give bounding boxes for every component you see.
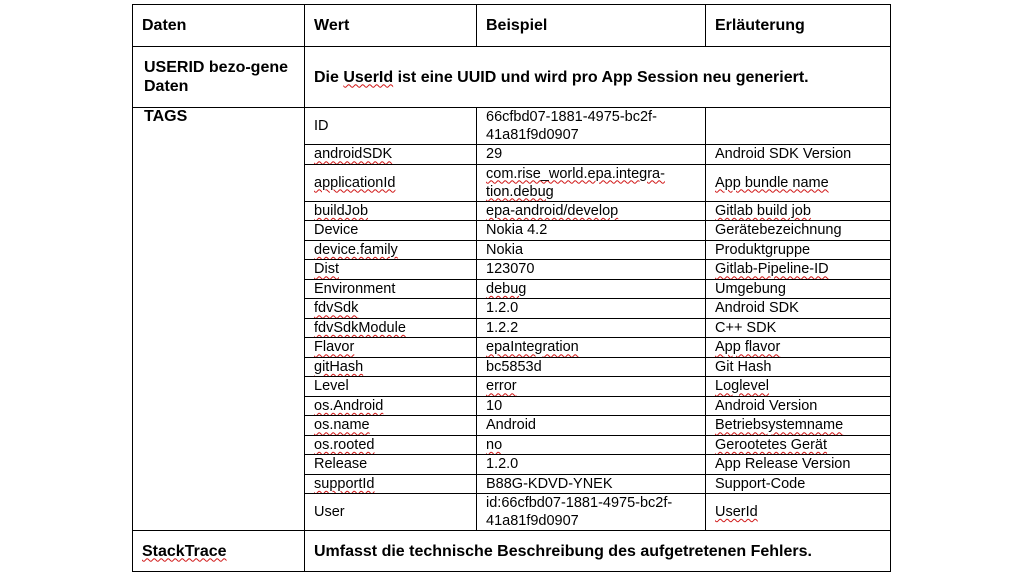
tag-erlaeuterung-cell: UserId xyxy=(706,494,891,531)
tag-erlaeuterung-cell: Gitlab-Pipeline-ID xyxy=(706,260,891,280)
tag-wert-cell: Level xyxy=(305,377,477,397)
stacktrace-description: Umfasst die technische Beschreibung des aufgetretenen Fehlers. xyxy=(305,531,891,572)
tag-erlaeuterung-cell: Gerootetes Gerät xyxy=(706,435,891,455)
tag-beispiel-cell: 123070 xyxy=(477,260,706,280)
stacktrace-row xyxy=(133,531,891,572)
tag-erlaeuterung-cell: Android SDK xyxy=(706,299,891,319)
tag-beispiel-cell: no xyxy=(477,435,706,455)
tag-wert-cell: Flavor xyxy=(305,338,477,358)
tag-beispiel-cell: epa-android/develop xyxy=(477,201,706,221)
tag-beispiel-cell: epaIntegration xyxy=(477,338,706,358)
tag-beispiel-cell: error xyxy=(477,377,706,397)
tags-label: TAGS xyxy=(133,108,305,531)
tag-wert-cell: ID xyxy=(305,108,477,145)
tag-erlaeuterung-cell: Gitlab build job xyxy=(706,201,891,221)
tag-beispiel-cell: 1.2.2 xyxy=(477,318,706,338)
tag-wert-cell: applicationId xyxy=(305,164,477,201)
tag-wert-cell: Device xyxy=(305,221,477,241)
tag-wert-cell: fdvSdk xyxy=(305,299,477,319)
tag-erlaeuterung-cell: App bundle name xyxy=(706,164,891,201)
tag-beispiel-cell: 1.2.0 xyxy=(477,299,706,319)
tag-erlaeuterung-cell: Android Version xyxy=(706,396,891,416)
data-table xyxy=(132,4,891,572)
tag-wert-cell: os.name xyxy=(305,416,477,436)
tag-erlaeuterung-cell: Gerätebezeichnung xyxy=(706,221,891,241)
userid-row xyxy=(133,47,891,108)
header-row xyxy=(133,5,891,47)
tag-wert-cell: os.Android xyxy=(305,396,477,416)
tag-erlaeuterung-cell: Umgebung xyxy=(706,279,891,299)
tag-erlaeuterung-cell: C++ SDK xyxy=(706,318,891,338)
tag-wert-cell: fdvSdkModule xyxy=(305,318,477,338)
tag-wert-cell: gitHash xyxy=(305,357,477,377)
tag-beispiel-cell: 66cfbd07-1881-4975-bc2f-41a81f9d0907 xyxy=(477,108,706,145)
tag-wert-cell: supportId xyxy=(305,474,477,494)
tag-erlaeuterung-cell: Produktgruppe xyxy=(706,240,891,260)
tag-row xyxy=(133,108,891,145)
tag-wert-cell: Environment xyxy=(305,279,477,299)
header-wert: Wert xyxy=(305,5,477,47)
tag-wert-cell: os.rooted xyxy=(305,435,477,455)
tag-beispiel-cell: Android xyxy=(477,416,706,436)
tag-wert-cell: Release xyxy=(305,455,477,475)
tag-erlaeuterung-cell: App flavor xyxy=(706,338,891,358)
header-erlaeuterung: Erläuterung xyxy=(706,5,891,47)
tag-erlaeuterung-cell: Loglevel xyxy=(706,377,891,397)
tag-beispiel-cell: 29 xyxy=(477,145,706,165)
tag-erlaeuterung-cell xyxy=(706,108,891,145)
tag-wert-cell: buildJob xyxy=(305,201,477,221)
tag-wert-cell: device.family xyxy=(305,240,477,260)
tag-wert-cell: androidSDK xyxy=(305,145,477,165)
tag-beispiel-cell: Nokia xyxy=(477,240,706,260)
tag-beispiel-cell: Nokia 4.2 xyxy=(477,221,706,241)
tag-beispiel-cell: 10 xyxy=(477,396,706,416)
tag-beispiel-cell: debug xyxy=(477,279,706,299)
tag-erlaeuterung-cell: Git Hash xyxy=(706,357,891,377)
tag-beispiel-cell: 1.2.0 xyxy=(477,455,706,475)
userid-label: USERID bezo-gene Daten xyxy=(133,47,305,108)
header-beispiel: Beispiel xyxy=(477,5,706,47)
header-daten: Daten xyxy=(133,5,305,47)
tag-beispiel-cell: bc5853d xyxy=(477,357,706,377)
tag-beispiel-cell: B88G-KDVD-YNEK xyxy=(477,474,706,494)
tag-beispiel-cell: com.rise_world.epa.integra-tion.debug xyxy=(477,164,706,201)
tag-wert-cell: User xyxy=(305,494,477,531)
tag-erlaeuterung-cell: Betriebsystemname xyxy=(706,416,891,436)
tag-erlaeuterung-cell: Support-Code xyxy=(706,474,891,494)
userid-description: Die UserId ist eine UUID und wird pro App Session neu generiert. xyxy=(305,47,891,108)
tag-erlaeuterung-cell: App Release Version xyxy=(706,455,891,475)
tag-erlaeuterung-cell: Android SDK Version xyxy=(706,145,891,165)
tag-beispiel-cell: id:66cfbd07-1881-4975-bc2f-41a81f9d0907 xyxy=(477,494,706,531)
stacktrace-label: StackTrace xyxy=(133,531,305,572)
tag-wert-cell: Dist xyxy=(305,260,477,280)
